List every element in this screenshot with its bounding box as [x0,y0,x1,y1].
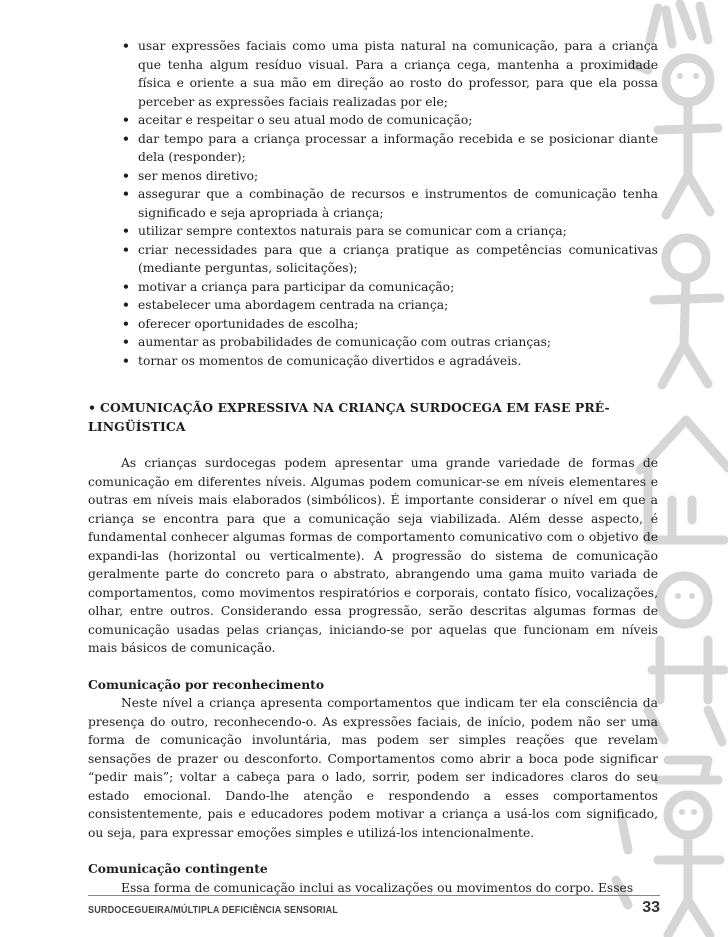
subsection-title-contingent: Comunicação contingente [88,861,268,876]
subsection-title-recognition: Comunicação por reconhecimento [88,676,325,692]
list-item: • oferecer oportunidades de escolha; [138,315,658,334]
recommendation-list [88,37,658,370]
list-item: • dar tempo para a criança processar a informação recebida e se posicionar diante dela (responder); [138,130,658,167]
heading-bullet: • [88,400,97,415]
list-item: • aceitar e respeitar o seu atual modo de comunicação; [138,111,658,130]
list-item: • estabelecer uma abordagem centrada na criança; [138,296,658,315]
recognition-paragraph: Neste nível a criança apresenta comportamentos que indicam ter ela consciência da presença do outro, reconhecendo-o. As expressões faciais, de início, podem não ser uma forma de comunicação involuntária, mas podem ser simples reações que revelam sensações de prazer ou desconforto. Comportamentos como abrir a boca pode significar “pedir mais”; voltar a cabeça para o lado, sorrir, podem ser indicadores claros do seu estado emocional. Dando-lhe atenção e respondendo a esses comportamentos consistentemente, pais e educadores podem motivar a criança a usá-los com significado, ou seja, para expressar emoções simples e utilizá-los intencionalmente. [88,696,658,840]
page-number: 33 [642,899,660,916]
list-item: • tornar os momentos de comunicação divertidos e agradáveis. [138,352,658,371]
main-content [88,37,658,897]
running-title: SURDOCEGUEIRA/MÚLTIPLA DEFICIÊNCIA SENSORIAL [88,904,339,916]
list-item: • aumentar as probabilidades de comunicação com outras crianças; [138,333,658,352]
section-heading-text: COMUNICAÇÃO EXPRESSIVA NA CRIANÇA SURDOCEGA EM FASE PRÉ-LINGÜÍSTICA [88,400,610,434]
list-item: • usar expressões faciais como uma pista natural na comunicação, para a criança que tenha algum resíduo visual. Para a criança cega, mantenha a proximidade física e oriente a sua mão em direção ao rosto do professor, para que ela possa perceber as expressões faciais realizadas por ele; [138,37,658,111]
list-item: • criar necessidades para que a criança pratique as competências comunicativas (mediante perguntas, solicitações); [138,241,658,278]
contingent-paragraph: Essa forma de comunicação inclui as vocalizações ou movimentos do corpo. Esses [121,880,634,895]
section-heading [88,399,658,436]
list-item: • assegurar que a combinação de recursos e instrumentos de comunicação tenha significado e seja apropriada à criança; [138,185,658,222]
list-item: • utilizar sempre contextos naturais para se comunicar com a criança; [138,222,658,241]
footer-divider [88,895,660,896]
list-item: • ser menos diretivo; [138,167,658,186]
intro-paragraph: As crianças surdocegas podem apresentar uma grande variedade de formas de comunicação em diferentes níveis. Algumas podem comunicar-se em níveis elementares e outras em níveis mais elaborados (simbólicos). É importante considerar o nível em que a criança se encontra para que a comunicação seja viabilizada. Além desse aspecto, é fundamental conhecer algumas formas de comportamento comunicativo com o objetivo de expandi-las (horizontal ou verticalmente). A progressão do sistema de comunicação geralmente parte do concreto para o abstrato, abrangendo uma gama muito variada de comportamentos, como movimentos respiratórios e corporais, contato físico, vocalizações, olhar, entre outros. Considerando essa progressão, serão descritas algumas formas de comunicação usadas pelas crianças, iniciando-se por aquelas que funcionam em níveis mais básicos de comunicação. [88,456,658,655]
list-item: • motivar a criança para participar da comunicação; [138,278,658,297]
